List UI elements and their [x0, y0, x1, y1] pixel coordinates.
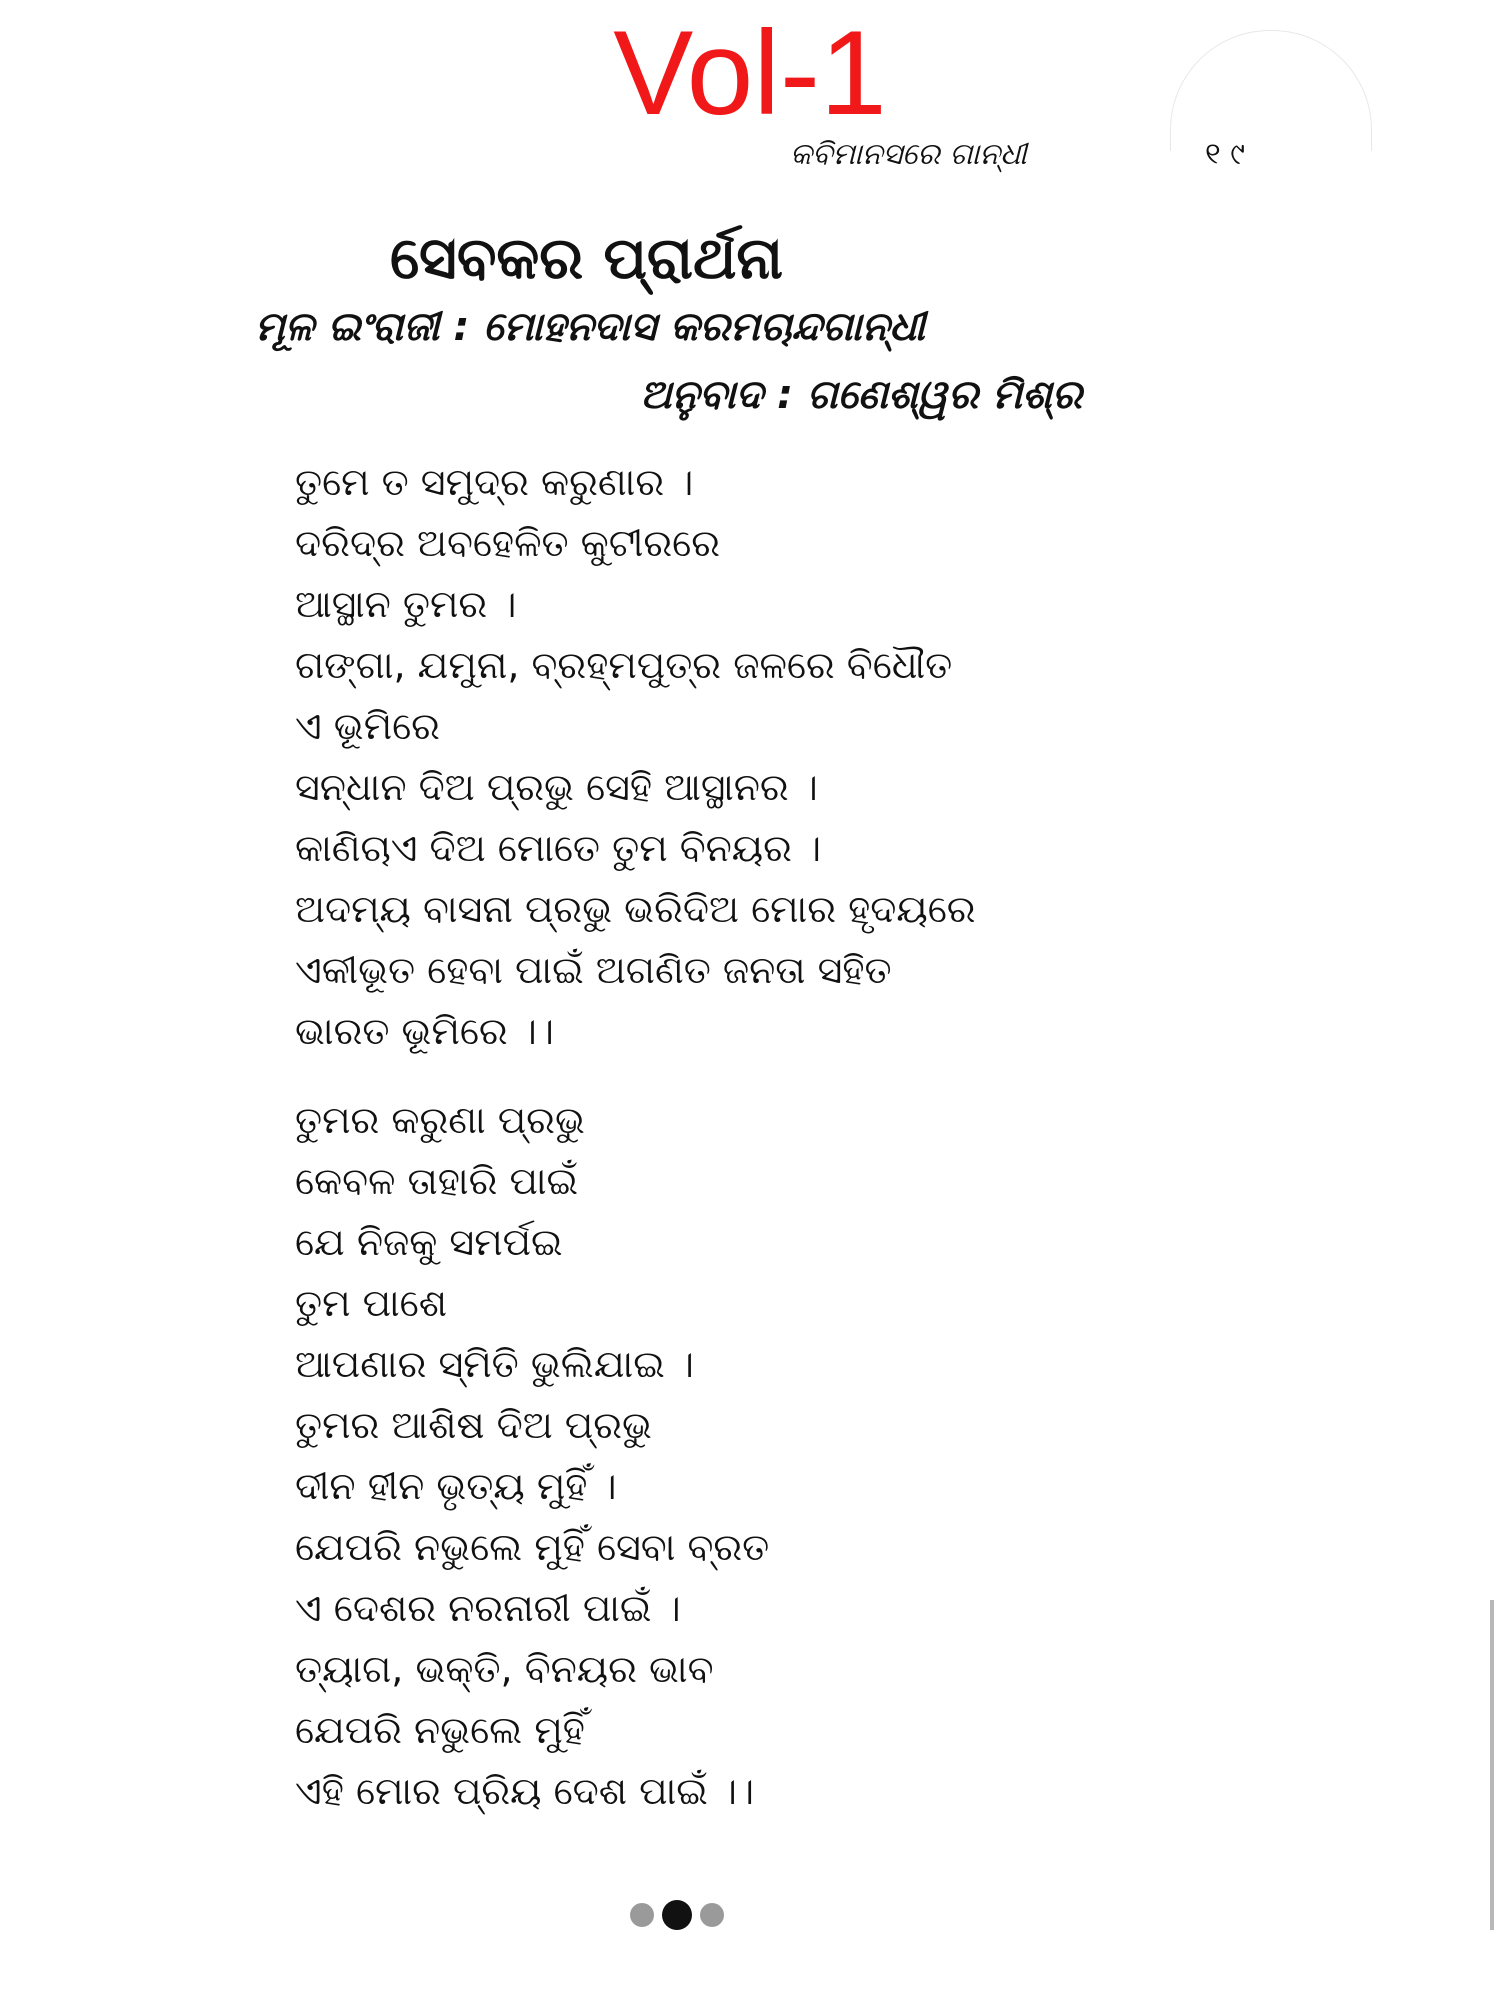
verse-line: ତୁମର ଆଶିଷ ଦିଅ ପ୍ରଭୁ [295, 1403, 652, 1447]
verse-line: ଏକୀଭୂତ ହେବା ପାଇଁ ଅଗଣିତ ଜନତା ସହିତ [295, 948, 892, 992]
verse-line: ଯେ ନିଜକୁ ସମର୍ପଇ [295, 1220, 563, 1264]
verse-line: ତୁମ ପାଶେ [295, 1281, 447, 1325]
verse-line: ଆପଣାର ସ୍ମିତି ଭୁଲିଯାଇ । [295, 1342, 694, 1386]
page-edge-shadow [1490, 1600, 1494, 1930]
verse-line: ଏ ଭୂମିରେ [295, 704, 440, 748]
verse-line: ଦୀନ ହୀନ ଭୃତ୍ୟ ମୁହିଁ । [295, 1464, 617, 1508]
verse-line: କାଣିଚାଏ ଦିଅ ମୋତେ ତୁମ ବିନୟର । [295, 826, 822, 870]
stanza-2 [295, 1090, 769, 1822]
verse-line: କେବଳ ତାହାରି ପାଇଁ [295, 1159, 579, 1203]
running-head-title: କବିମାନସରେ ଗାନ୍ଧୀ [790, 137, 1027, 172]
verse-line: ଏହି ମୋର ପ୍ରିୟ ଦେଶ ପାଇଁ ।। [295, 1769, 755, 1813]
verse-line: ତୁମର କରୁଣା ପ୍ରଭୁ [295, 1098, 585, 1142]
verse-line: ଦରିଦ୍ର ଅବହେଳିତ କୁଟୀରରେ [295, 521, 721, 565]
translator-credit: ଅନୁବାଦ : ଗଣେଶ୍ୱର ମିଶ୍ର [640, 372, 1083, 418]
verse-line: ଆସ୍ଥାନ ତୁମର । [295, 582, 517, 626]
page-number: ୧ ୯ [1205, 137, 1246, 172]
verse-line: ଏ ଦେଶର ନରନାରୀ ପାଇଁ । [295, 1586, 681, 1630]
verse-line: ଯେପରି ନଭୁଲେ ମୁହିଁ [295, 1708, 585, 1752]
verse-line: ତ୍ୟାଗ, ଭକ୍ତି, ବିନୟର ଭାବ [295, 1647, 714, 1691]
end-ornament [626, 1900, 728, 1930]
verse-line: ଗଙ୍ଗା, ଯମୁନା, ବ୍ରହ୍ମପୁତ୍ର ଜଳରେ ବିଧୌତ [295, 643, 953, 687]
verse-line: ଭାରତ ଭୂମିରେ ।। [295, 1009, 554, 1053]
volume-label: Vol-1 [613, 6, 887, 140]
verse-line: ତୁମେ ତ ସମୁଦ୍ର କରୁଣାର । [295, 460, 694, 504]
poem-title: ସେବକର ପ୍ରାର୍ଥନା [390, 224, 783, 292]
original-author-credit: ମୂଳ ଇଂରାଜୀ : ମୋହନଦାସ କରମଚାନ୍ଦଗାନ୍ଧୀ [255, 304, 925, 350]
verse-line: ଅଦମ୍ୟ ବାସନା ପ୍ରଭୁ ଭରିଦିଅ ମୋର ହୃଦୟରେ [295, 887, 976, 931]
ornament-dot-left-icon [630, 1903, 654, 1927]
ornament-dot-center-icon [662, 1900, 692, 1930]
verse-line: ସନ୍ଧାନ ଦିଅ ପ୍ରଭୁ ସେହି ଆସ୍ଥାନର । [295, 765, 818, 809]
ornament-dot-right-icon [700, 1903, 724, 1927]
stanza-1 [295, 452, 976, 1062]
verse-line: ଯେପରି ନଭୁଲେ ମୁହିଁ ସେବା ବ୍ରତ [295, 1525, 770, 1569]
